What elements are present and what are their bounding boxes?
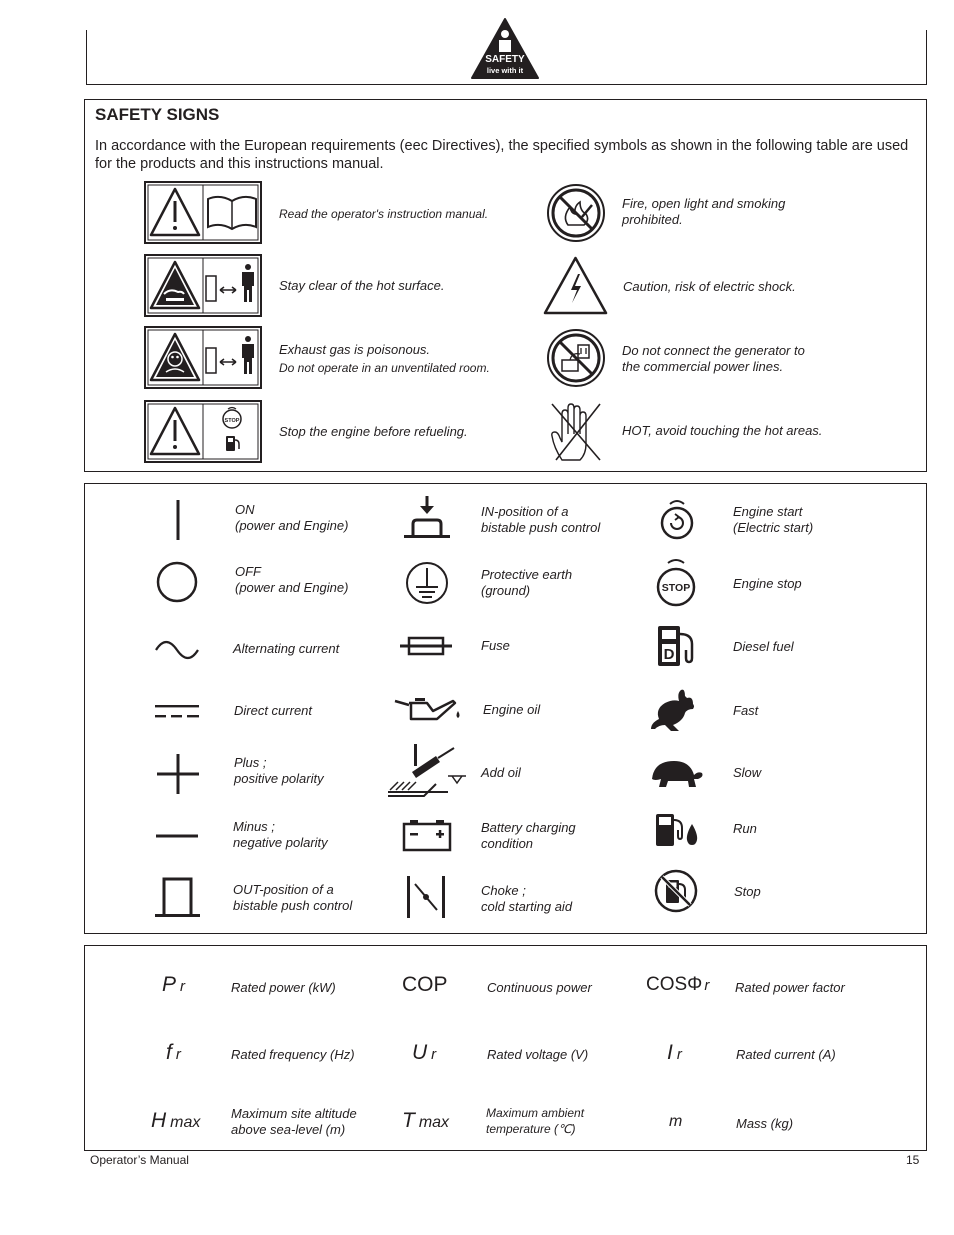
logo-line1: SAFETY: [485, 54, 525, 65]
safety-sign-text: Caution, risk of electric shock.: [623, 279, 796, 294]
symbol-label: Add oil: [481, 765, 521, 780]
symbol-label: Protective earth (ground): [481, 567, 573, 598]
hot-surface-warning-icon: [144, 254, 262, 317]
rating-label: Maximum ambient temperature (℃): [486, 1106, 585, 1136]
symbol-label: OUT-position of a bistable push control: [233, 882, 353, 913]
rating-symbol: U r: [412, 1041, 437, 1064]
hot-no-touch-icon: [548, 398, 604, 464]
run-fuel-icon: [655, 812, 699, 848]
symbol-label: Slow: [733, 765, 762, 780]
stop-fuel-icon: [654, 869, 698, 913]
out-position-icon: [155, 876, 200, 918]
direct-current-icon: [155, 703, 201, 719]
symbol-label: OFF (power and Engine): [235, 564, 349, 595]
safety-sign-text: Stay clear of the hot surface.: [279, 278, 445, 293]
section-title: SAFETY SIGNS: [95, 105, 220, 124]
safety-sign-text: HOT, avoid touching the hot areas.: [622, 423, 823, 438]
diesel-fuel-icon: [656, 624, 700, 668]
symbol-label: Minus ; negative polarity: [233, 819, 328, 850]
safety-sign-text: Fire, open light and smoking prohibited.: [622, 196, 786, 227]
symbol-label: Run: [733, 821, 757, 836]
page-number: 15: [906, 1153, 920, 1167]
rating-label: Mass (kg): [736, 1116, 794, 1131]
add-oil-icon: [388, 742, 470, 800]
exhaust-gas-warning-icon: [144, 326, 262, 389]
svg-text:D: D: [663, 646, 675, 663]
plus-icon: [157, 754, 199, 794]
symbol-label: Fuse: [481, 638, 510, 653]
symbol-label: Fast: [733, 703, 759, 718]
slow-turtle-icon: [646, 757, 704, 789]
symbol-label: IN-position of a bistable push control: [481, 504, 601, 535]
footer-left: Operator’s Manual: [90, 1153, 189, 1167]
symbol-label: Alternating current: [233, 641, 340, 656]
logo-line2: live with it: [486, 66, 524, 75]
no-grid-connection-icon: [546, 328, 606, 388]
safety-sign-subtext: Do not operate in an unventilated room.: [279, 361, 490, 375]
safety-sign-text: Stop the engine before refueling.: [279, 424, 468, 439]
rating-label: Rated power factor: [735, 980, 845, 995]
rating-symbol: COSΦ r: [646, 974, 710, 995]
choke-icon: [405, 876, 447, 918]
fuse-icon: [400, 635, 452, 657]
rating-symbol: T max: [402, 1109, 450, 1132]
stop-before-refuel-icon: [144, 400, 262, 463]
symbol-label: Plus ; positive polarity: [234, 755, 324, 786]
safety-logo-icon: [470, 17, 540, 80]
alternating-current-icon: [154, 640, 200, 660]
symbol-label: Diesel fuel: [733, 639, 794, 654]
battery-charging-icon: [402, 818, 452, 852]
rating-label: Rated current (A): [736, 1047, 836, 1062]
safety-sign-text: Do not connect the generator to the commercial power lines.: [622, 343, 805, 374]
symbol-label: Choke ; cold starting aid: [481, 883, 573, 914]
on-icon: [175, 500, 181, 540]
rating-symbol: m: [669, 1113, 683, 1130]
rating-symbol: COP: [402, 973, 448, 996]
rating-symbol: f r: [166, 1041, 181, 1064]
symbol-label: Engine oil: [483, 702, 541, 717]
minus-icon: [156, 833, 198, 839]
symbol-label: Engine start (Electric start): [733, 504, 814, 535]
fast-rabbit-icon: [651, 686, 701, 734]
rating-label: Maximum site altitude above sea-level (m): [231, 1106, 357, 1137]
safety-sign-text: Read the operator's instruction manual.: [279, 207, 489, 221]
symbol-label: ON (power and Engine): [235, 502, 349, 533]
rating-label: Rated voltage (V): [487, 1047, 589, 1062]
off-icon: [156, 561, 198, 603]
intro-text: In accordance with the European requirements (eec Directives), the specified symbols as shown in the following table are used for the products and this instructions manual.: [95, 138, 909, 172]
electric-shock-warning-icon: [543, 256, 608, 315]
engine-start-icon: [659, 499, 695, 541]
symbol-label: Stop: [734, 884, 761, 899]
engine-stop-icon: [655, 558, 697, 608]
rating-label: Rated power (kW): [231, 980, 336, 995]
engine-oil-icon: [395, 693, 465, 723]
rating-label: Rated frequency (Hz): [231, 1047, 355, 1062]
symbol-label: Engine stop: [733, 576, 802, 591]
stop-label: STOP: [224, 418, 240, 424]
read-manual-warning-icon: [144, 181, 262, 244]
symbol-label: Direct current: [234, 703, 313, 718]
protective-earth-icon: [405, 561, 449, 605]
rating-label: Continuous power: [487, 980, 592, 995]
rating-symbol: H max: [151, 1109, 201, 1132]
stop-label: STOP: [661, 582, 691, 594]
symbol-label: Battery charging condition: [481, 820, 576, 851]
rating-symbol: I r: [667, 1041, 682, 1064]
rating-symbol: P r: [162, 973, 186, 996]
in-position-icon: [404, 496, 450, 540]
no-fire-icon: [546, 183, 606, 243]
safety-sign-text: Exhaust gas is poisonous.: [279, 342, 431, 357]
